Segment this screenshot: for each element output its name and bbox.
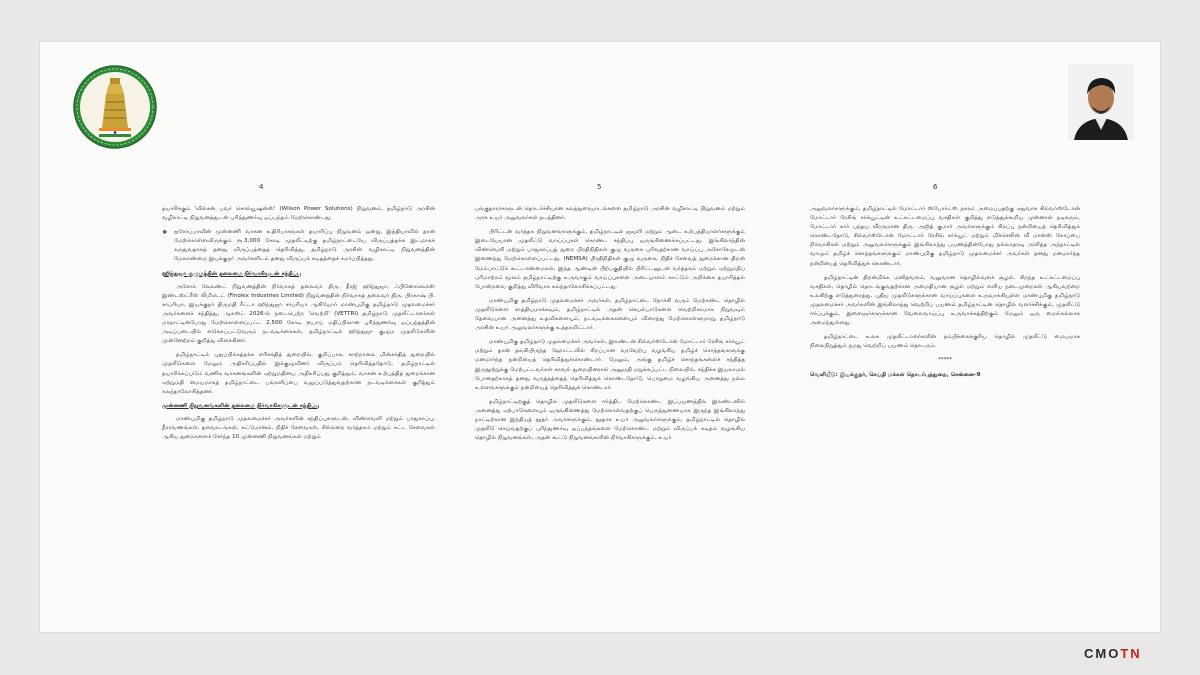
paragraph: மாண்புமிகு தமிழ்நாடு முதலமைச்சர் அவர்கள், தமிழ்நாட்டை நோக்கி வரும் மேற்கண்ட தொழில் முதலீடுகளை சாத்தியமாக்கவும், தமிழ்நாட்டில் அதன் செயல்பாடுகளை வெற்றிகரமாக நிறுவவும் தேவையான அனைத்து உதவிகளையும், நடவடிக்கைகளையும் விரைந்து மேற்கொள்ளுமாறு தமிழ்நாடு அரசின் உயர் அலுவலர்களுக்கு உத்தரவிட்டார்.: [475, 297, 745, 332]
paragraph: பங்குதாரர்களுடன் தொடர்ச்சியான கலந்துரையாடல்களை தமிழ்நாடு அரசின் வழிகாட்டி நிறுவனம் மற்றும் அரசு உயர் அலுவலர்கள் நடத்தினர்.: [475, 206, 745, 222]
release-credit: வெளியீடு: இயக்குநர், செய்தி மக்கள் தொடர்புத்துறை, சென்னை-9: [810, 371, 981, 378]
bullet-paragraph: ❖ ஐரோப்பாவின் முன்னணி வாகன உதிரிபாகங்கள் தயாரிப்பு நிறுவனம் ஒன்று, இந்தியாவில் தான் மேற்கொள்ளவிருக்கும் ரூ.3,000 கோடி முதலீட்டிற்கு தமிழ்நாட்டையே விருப்பத்தக்க இடமாகக் கருதுவதாகத் தனது விருப்பத்தைத் தெரிவித்து, தமிழ்நாடு அரசின் வழிகாட்டி நிறுவனத்தின் மேலாண்மை இயக்குநர் அவர்களிடம் தனது விருப்பக் கடிதத்தைச் சமர்ப்பித்தது.: [162, 228, 435, 264]
chief-minister-portrait: [1068, 64, 1134, 140]
paragraph: தமிழ்நாட்டில் புதுப்பிக்கத்தக்க எரிசக்தித் துறையில், குறிப்பாக, காற்றாலை மின்சக்தித் துறையில் முதலீடுகளை மேலும் அதிகரிப்பதில் இக்குழுவினர் விருப்பம் தெரிவித்ததோடு, தமிழ்நாட்டில் தயாரிக்கப்படும் வணிக வாகனங்களின் ஏற்றுமதியை அதிகரிப்பது குறித்தும், வாகன உற்பத்தித் துறைக்கான ஏற்றுமதி மையமாகத் தமிழ்நாட்டை பங்களிப்பை வலுப்படுத்துவதற்கான நடவடிக்கைகள் குறித்தும் கலந்தாலோசித்தனர்.: [162, 352, 435, 395]
paragraph: மாண்புமிகு தமிழ்நாடு முதலமைச்சர் அவர்கள், இலண்டன் சில்வர்ஸ்டோன் மோட்டார் ரேசிங் சர்க்யூட் மற்றும் தான் தங்கியிருந்த ஹோட்டலில் சிறப்பான வரவேற்பு வழங்கிய தமிழ்ச் சொந்தங்களுக்கு மனமார்ந்த நன்றியைத் தெரிவித்துக்கொண்டார். மேலும், அங்கு தமிழ்ச் சொந்தங்களைச் சந்தித்த இருநூற்றுக்கு மேற்பட்டவர்கள் காவல் துறையினரால் அனுமதி மறுக்கப்பட்ட நிலையில், சந்திக்க இயலாமல் போனதற்காகத் தனது வருத்தத்தைத் தெரிவித்துக் கொண்டதோடு, பொறுமை வழங்கிய அனைத்து நல்ல உள்ளங்களுக்கும் நன்றியைத் தெரிவித்துக் கொண்டார்.: [475, 339, 745, 391]
paragraph: அலுவலர்களுக்கும், தமிழ்நாட்டில் மோட்டார் ஸ்போர்ட்ஸ் நகரம் அமைப்பதற்கு ஏதுவாக சில்வர்ஸ்டோன் மோட்டார் ரேசிங் சர்க்யூட்டின் உட்கட்டமைப்பு வசதிகள் குறித்து எடுத்துக்கூறிய முன்னாள் நடிகரும், மோட்டார் கார் பந்தய வீரருமான திரு. அஜித் குமார் அவர்களுக்கும் சிறப்பு நன்றியைத் தெரிவித்துக் கொண்டதோடு, சில்வர்ஸ்டோன் மோட்டார் ரேசிங் சர்க்யூட் மற்றும் மிச்செலின் வீ மான்ஸ் கோப்பை நிர்வாகிகள் மற்றும் அலுவலர்களுக்கும் இங்கிலாந்து பயணத்தின்போது நல்லாதரவு அளித்த அந்நாட்டில் வாழும் தமிழ்ச் சொந்தங்களுக்கும் மாண்புமிகு தமிழ்நாடு முதலமைச்சர் அவர்கள் தனது மனமார்ந்த நன்றியைத் தெரிவித்துக் கொண்டார்.: [810, 206, 1080, 267]
page-column-6: [810, 205, 1080, 385]
paragraph: தயாரிக்கும் 'வில்சன் பவர் சொல்யூஷன்ஸ்' (Wilson Power Solutions) நிறுவனம், தமிழ்நாடு அரசின் வழிகாட்டி நிறுவனத்துடன் புரிந்துணர்வு ஒப்பந்தம் மேற்கொண்டது.: [162, 206, 435, 222]
brand-text: CMO: [1084, 646, 1121, 661]
page-number: 6: [933, 183, 938, 191]
cmotn-logo: [1084, 646, 1142, 661]
paragraph: தமிழ்நாட்டை உலக முதலீட்டாளர்களின் நம்பிக்கைக்குரிய தொழில் முதலீட்டு மையமாக நிலைநிறுத்தும் நமது வெற்றிப் பயணம் தொடரும்.: [810, 334, 1080, 350]
page-number: 4: [259, 183, 264, 191]
paragraph: தமிழ்நாட்டின் திறன்மிக்க மனிதவளம், வலுவான தொழில்வளச் சூழல், சிறந்த உட்கட்டமைப்பு வசதிகள், தொழில் தொடங்குவதற்கான அமைதியான சூழல் மற்றும் எளிய நடைமுறைகள் ஆகியவற்றை உலகிற்கு எடுத்துரைத்து, புதிய முதலீடுகளுக்கான வாய்ப்புகளை உருவாக்கியுள்ள மாண்புமிகு தமிழ்நாடு முதலமைச்சர் அவர்களின் இங்கிலாந்து வெற்றிப் பயணம் தமிழ்நாட்டின் தொழில் வளர்ச்சிக்கும், முதலீட்டு ஈர்ப்புக்கும், இளைஞர்களுக்கான வேலைவாய்ப்பு உருவாக்கத்திற்கும் மேலும் ஒரு மைல்கல்லாக அமைந்துள்ளது.: [810, 274, 1080, 327]
section-heading: ஹிந்துஜா குழுமத்தின் தலைமை நிர்வாகியுடன் சந்திப்பு: [162, 270, 302, 277]
paragraph: அசோக் லேலண்ட் நிறுவனத்தின் நிர்வாகத் தலைவர் திரு. தீரஜ் ஹிந்துஜா, ஃபினோலெக்ஸ் இண்டஸ்ட்ரீஸ் லிமிடெட் (Finolex Industries Limited) நிறுவனத்தின் நிர்வாகத் தலைவர் திரு. பிரகாஷ் பி. சாப்ரியா, இயக்குநர் திருமதி ரீட்டா ஹிந்துஜா சாப்ரியா ஆகியோர் மாண்புமிகு தமிழ்நாடு முதலமைச்சர் அவர்களைச் சந்தித்து, ஆகஸ்ட் 2026-ல் நடைபெற்ற 'வெற்றி' (VETTRI) தமிழ்நாடு முதலீட்டாளர்கள் மாநாட்டின்போது மேற்கொள்ளப்பட்ட 2,500 கோடி ரூபாய் மதிப்பிலான புரிந்துணர்வு ஒப்பந்தத்தின் அடிப்படையில் எடுக்கப்பட்டுவரும் நடவடிக்கைகள், தமிழ்நாட்டில் ஹிந்துஜா குழும முதலீடுகளின் முன்னேற்றம் குறித்து விளக்கினர்.: [162, 283, 435, 345]
paragraph: தமிழ்நாட்டிற்குத் தொழில் முதலீடுகளை ஈர்த்திட மேற்கொண்ட இப்பயணத்தில் இலண்டனில் அனைத்து ஏற்பாடுகளையும் ஒருங்கிணைத்து மேற்கொள்வதற்குப் பெருந்துணையாக இருந்த இங்கிலாந்து நாட்டிற்கான இந்தியத் தூதர் அவர்களுக்கும், தூதரக உயர் அலுவலர்களுக்கும், தமிழ்நாட்டில் தொழில் முதலீடு செய்வதற்குப் புரிந்துணர்வு ஒப்பந்தங்களை மேற்கொண்ட மற்றும் விருப்பக் கடிதம் வழங்கிய தொழில் நிறுவனங்கள், அதன் கூட்டு நிறுவனங்களின் நிர்வாகிகளுக்கும், உயர்: [475, 398, 745, 442]
brand-text-accent: TN: [1120, 646, 1142, 661]
section-heading: முன்னணி நிறுவனங்களின் தலைமை நிர்வாகிகளுடன் சந்திப்பு: [162, 402, 320, 409]
page-number: 5: [597, 183, 602, 191]
page-column-4: [162, 205, 435, 447]
page-column-5: [475, 205, 745, 448]
separator: *****: [938, 357, 952, 364]
paragraph: மாண்புமிகு தமிழ்நாடு முதலமைச்சர் அவர்களின் சந்திப்புகளுடன், விண்வெளி மற்றும் பாதுகாப்பு, நீராவணங்கள், தளவாடங்கள், கட்டுமானம், நிதிச் சேவைகள், சில்லறை வர்த்தகம் மற்றும் சுட்ட சேவைகள் ஆகிய துறைகளைச் சேர்ந்த 10 முன்னணி நிறுவனங்கள் மற்றும்: [162, 415, 435, 441]
paragraph: பிரிட்டன் வர்த்தக நிறுவனங்களுக்கும், தமிழ்நாட்டில் ஜவுளி மற்றும் ஆடை உற்பத்தியாளர்களுக்கும் இடையேயான முதலீட்டு வாய்ப்புகள் கொண்ட சந்திப்பு ஒருங்கிணைக்கப்பட்டது. இங்கிலாந்தின் விண்வெளி மற்றும் பாதுகாப்புத் துறை பிரதிநிதிகள் குழு வருகை புரிவதற்கான வாய்ப்பு அசோசேமுடன் இணைந்து மேற்கொள்ளப்பட்டது. (NEMSA) பிரதிநிதிகள் குழு வருகை, நிதிச் சேவைத் துறைக்கான திறன் மேம்பாட்டுக் கூட்டாண்மைகள், இந்த ஆண்டின் பிற்பகுதியில் பிரிட்டனுடன் வர்த்தகம் மற்றும் ஏற்றுமதிப் பரிமாற்றம் மூலம் தமிழ்நாட்டிற்கு உருவாகும் வாய்ப்புகளை அடையாளம் காட்டும் அறிக்கை தயாரித்தல் போன்றவை குறித்து விரிவாக கலந்தாலோசிக்கப்பட்டது.: [475, 229, 745, 290]
tamil-nadu-emblem-icon: [72, 64, 158, 150]
